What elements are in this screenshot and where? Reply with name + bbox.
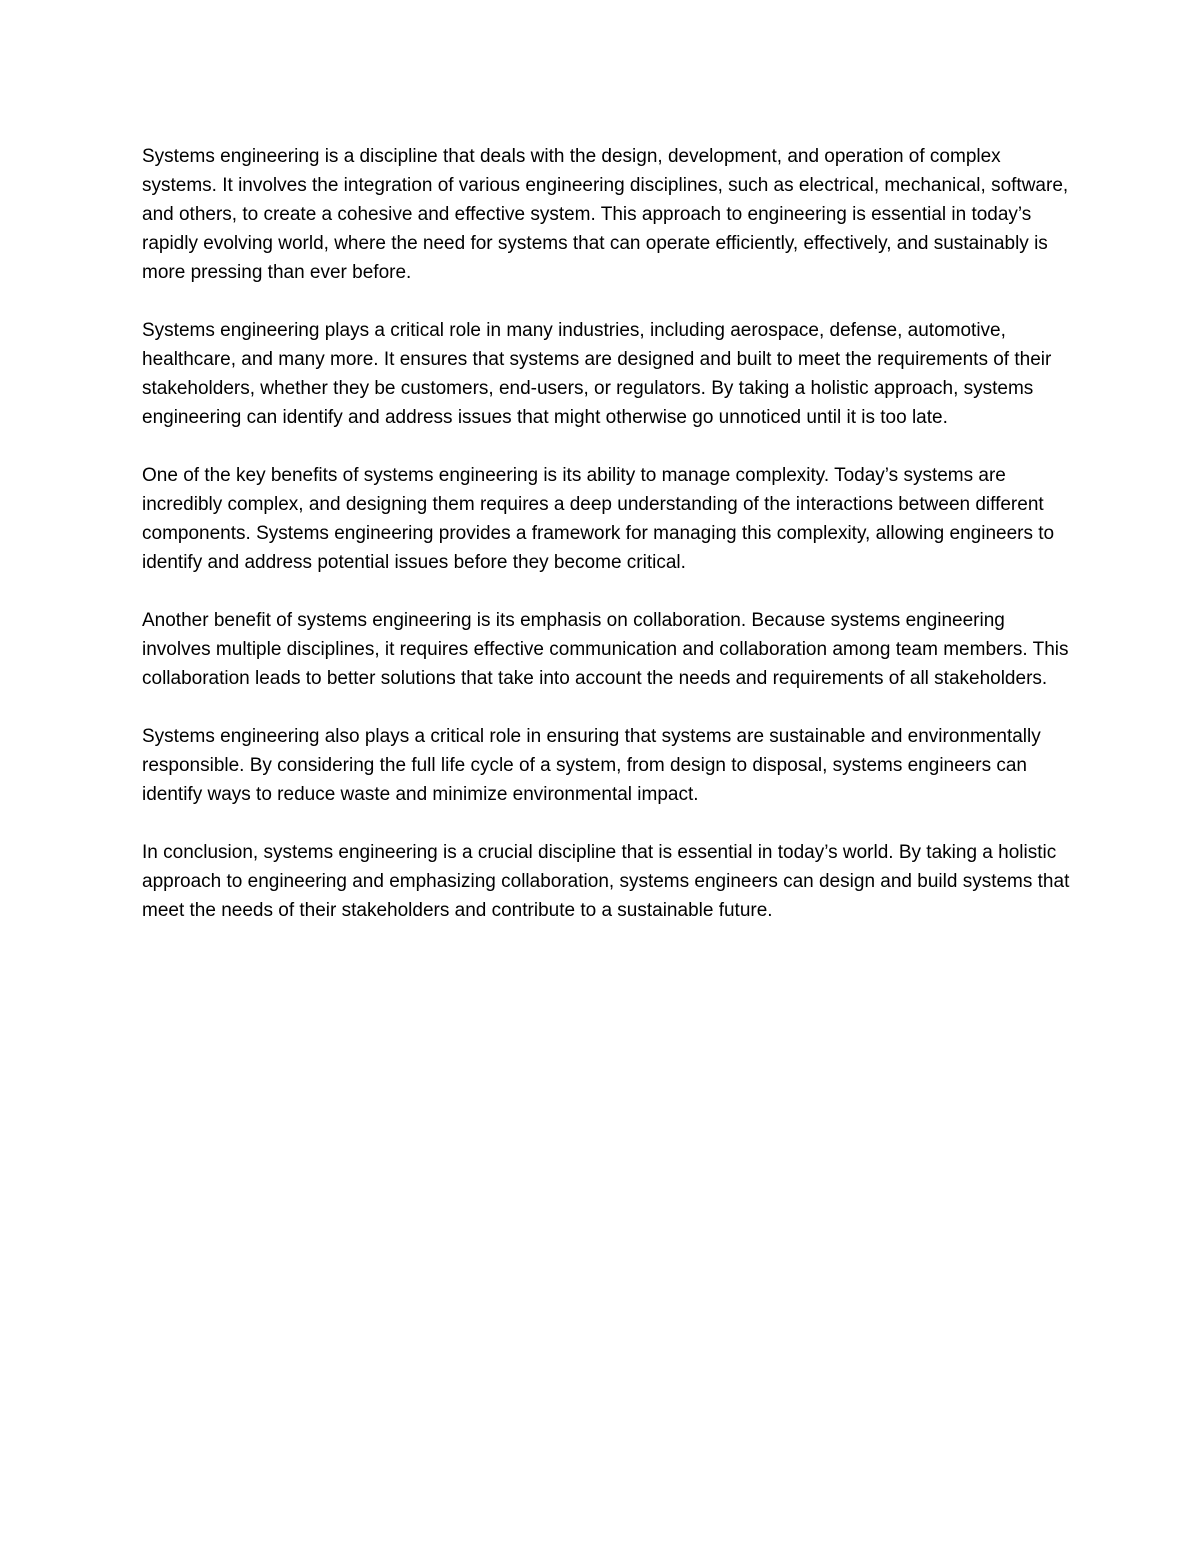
paragraph-conclusion: In conclusion, systems engineering is a crucial discipline that is essential in today’s world. By taking a holistic approach to engineering and emphasizing collaboration, systems engineers can design and build systems that meet the needs of their stakeholders and contribute to a sustainable future. (142, 842, 1070, 921)
paragraph-sustainability: Systems engineering also plays a critical role in ensuring that systems are sustainable and environmentally responsible. By considering the full life cycle of a system, from design to disposal, systems engineers can identify ways to reduce waste and minimize environmental impact. (142, 726, 1041, 805)
document-body (142, 142, 1072, 925)
paragraph-collaboration: Another benefit of systems engineering is its emphasis on collaboration. Because systems engineering involves multiple disciplines, it requires effective communication and collaboration among team members. This collaboration leads to better solutions that take into account the needs and requirements of all stakeholders. (142, 610, 1069, 689)
paragraph-industries: Systems engineering plays a critical role in many industries, including aerospace, defense, automotive, healthcare, and many more. It ensures that systems are designed and built to meet the requirements of their stakeholders, whether they be customers, end-users, or regulators. By taking a holistic approach, systems engineering can identify and address issues that might otherwise go unnoticed until it is too late. (142, 320, 1052, 428)
paragraph-intro: Systems engineering is a discipline that deals with the design, development, and operation of complex systems. It involves the integration of various engineering disciplines, such as electrical, mechanical, software, and others, to create a cohesive and effective system. This approach to engineering is essential in today’s rapidly evolving world, where the need for systems that can operate efficiently, effectively, and sustainably is more pressing than ever before. (142, 146, 1069, 283)
paragraph-complexity: One of the key benefits of systems engineering is its ability to manage complexity. Today’s systems are incredibly complex, and designing them requires a deep understanding of the interactions between different components. Systems engineering provides a framework for managing this complexity, allowing engineers to identify and address potential issues before they become critical. (142, 465, 1055, 573)
